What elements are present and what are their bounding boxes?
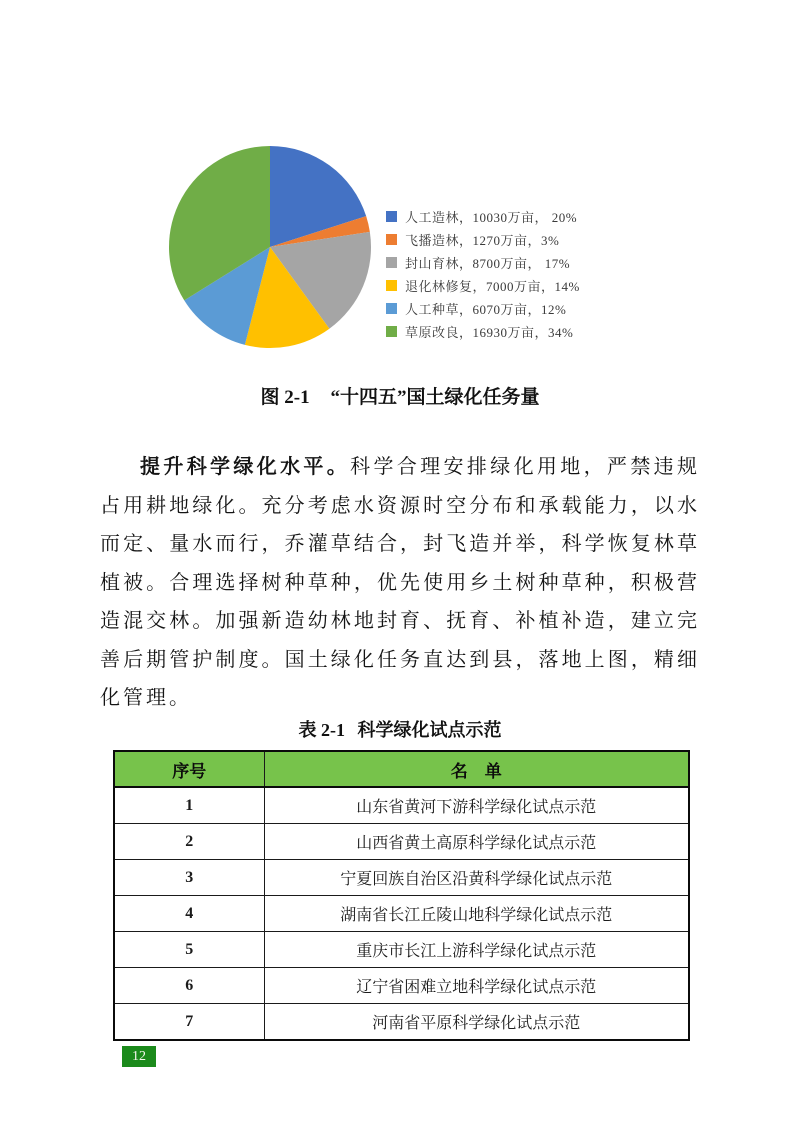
table-caption bbox=[0, 716, 800, 742]
legend-label: 退化林修复，7000万亩，14% bbox=[405, 279, 580, 294]
header-cell-index: 序号 bbox=[114, 751, 264, 787]
legend-label: 封山育林，8700万亩， 17% bbox=[405, 256, 571, 271]
chart-legend bbox=[386, 210, 580, 348]
table-row bbox=[114, 824, 689, 860]
legend-item bbox=[386, 279, 580, 292]
row-index-cell: 5 bbox=[114, 932, 264, 968]
pilot-table-body bbox=[114, 787, 689, 1040]
legend-swatch-icon bbox=[386, 280, 397, 291]
row-index-cell: 2 bbox=[114, 824, 264, 860]
table-caption-label: 表 2-1 bbox=[298, 720, 345, 740]
table-row bbox=[114, 1004, 689, 1041]
table-row bbox=[114, 968, 689, 1004]
pie-chart bbox=[168, 145, 372, 349]
pilot-table bbox=[113, 750, 690, 1041]
legend-swatch-icon bbox=[386, 326, 397, 337]
legend-swatch-icon bbox=[386, 257, 397, 268]
table-row bbox=[114, 932, 689, 968]
figure-caption bbox=[0, 382, 800, 409]
paragraph-lead: 提升科学绿化水平。 bbox=[140, 456, 351, 478]
row-index-cell: 4 bbox=[114, 896, 264, 932]
row-name-cell: 河南省平原科学绿化试点示范 bbox=[264, 1004, 689, 1041]
legend-label: 人工种草，6070万亩，12% bbox=[405, 302, 567, 317]
legend-swatch-icon bbox=[386, 303, 397, 314]
legend-item bbox=[386, 325, 580, 338]
row-index-cell: 1 bbox=[114, 787, 264, 824]
row-index-cell: 3 bbox=[114, 860, 264, 896]
legend-item bbox=[386, 302, 580, 315]
legend-item bbox=[386, 233, 580, 246]
row-name-cell: 山东省黄河下游科学绿化试点示范 bbox=[264, 787, 689, 824]
figure-caption-label: 图 2-1 bbox=[260, 387, 310, 408]
table-caption-title: 科学绿化试点示范 bbox=[357, 720, 502, 740]
table-row bbox=[114, 896, 689, 932]
paragraph-body: 科学合理安排绿化用地，严禁违规占用耕地绿化。充分考虑水资源时空分布和承载能力，以水而定、量水而行，乔灌草结合，封飞造并举，科学恢复林草植被。合理选择树种草种，优先使用乡土树种草种，积极营造混交林。加强新造幼林地封育、抚育、补植补造，建立完善后期管护制度。国土绿化任务直达到县，落地上图，精细化管理。 bbox=[100, 456, 701, 709]
body-paragraph bbox=[100, 448, 700, 718]
legend-swatch-icon bbox=[386, 234, 397, 245]
header-cell-name: 名 单 bbox=[264, 751, 689, 787]
legend-label: 人工造林，10030万亩， 20% bbox=[405, 210, 578, 225]
row-name-cell: 宁夏回族自治区沿黄科学绿化试点示范 bbox=[264, 860, 689, 896]
legend-item bbox=[386, 256, 580, 269]
legend-label: 草原改良，16930万亩，34% bbox=[405, 325, 574, 340]
figure-caption-title: “十四五”国土绿化任务量 bbox=[330, 387, 540, 408]
table-row bbox=[114, 860, 689, 896]
row-index-cell: 7 bbox=[114, 1004, 264, 1041]
row-name-cell: 湖南省长江丘陵山地科学绿化试点示范 bbox=[264, 896, 689, 932]
row-name-cell: 重庆市长江上游科学绿化试点示范 bbox=[264, 932, 689, 968]
table-header-row bbox=[114, 751, 689, 787]
row-index-cell: 6 bbox=[114, 968, 264, 1004]
legend-item bbox=[386, 210, 580, 223]
row-name-cell: 辽宁省困难立地科学绿化试点示范 bbox=[264, 968, 689, 1004]
legend-swatch-icon bbox=[386, 211, 397, 222]
legend-label: 飞播造林，1270万亩，3% bbox=[405, 233, 560, 248]
page-number-badge: 12 bbox=[122, 1046, 156, 1067]
table-row bbox=[114, 787, 689, 824]
row-name-cell: 山西省黄土高原科学绿化试点示范 bbox=[264, 824, 689, 860]
